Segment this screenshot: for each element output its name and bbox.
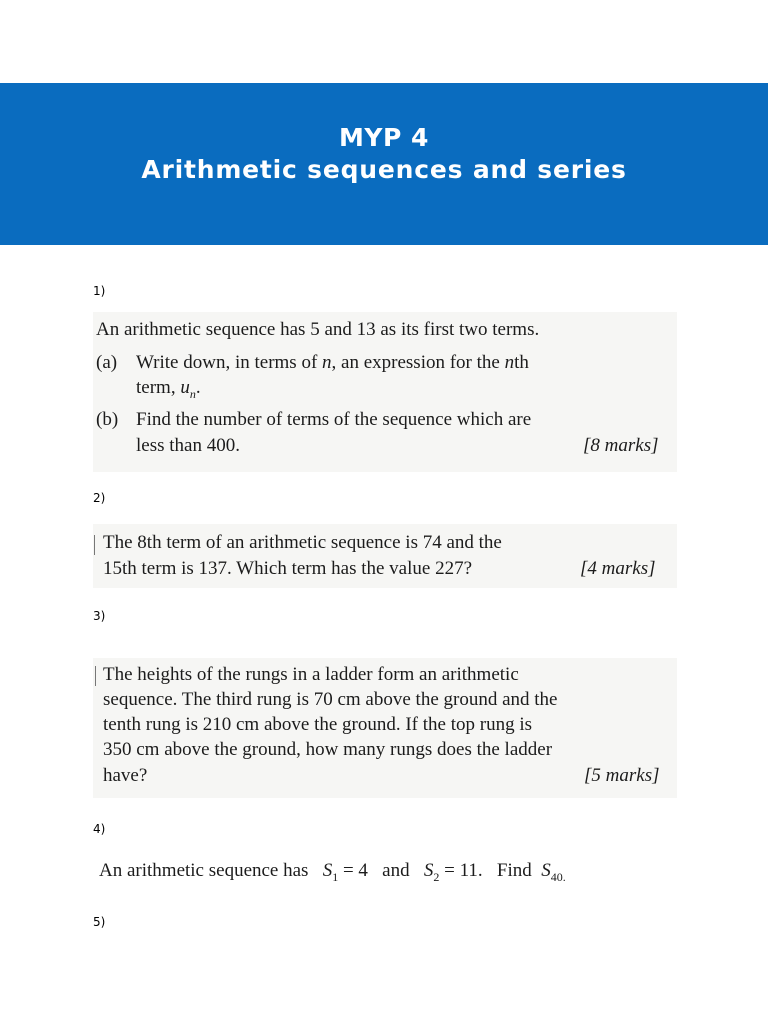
- q2-line2: 15th term is 137. Which term has the value 227?: [103, 558, 473, 579]
- q1-part-a-label: (a): [96, 352, 118, 373]
- q1-marks: [8 marks]: [583, 435, 659, 456]
- q1-part-a-line2: term, $u_n$.: [136, 377, 201, 401]
- q3-line4: 350 cm above the ground, how many rungs does the ladder: [103, 739, 553, 760]
- q1-part-b-label: (b): [96, 409, 119, 430]
- question-3-image: [93, 658, 677, 798]
- q4-text: An arithmetic sequence has $S_1 = 4$ and $S_2 = 11$. Find $S_{40.}$: [99, 860, 566, 884]
- q1-intro: An arithmetic sequence has 5 and 13 as its first two terms.: [96, 319, 540, 340]
- question-number-5: 5): [93, 915, 106, 929]
- question-number-1: 1): [93, 284, 106, 298]
- q3-marks: [5 marks]: [584, 765, 660, 786]
- q2-left-rule: [94, 535, 95, 555]
- q2-marks: [4 marks]: [580, 558, 656, 579]
- course-title: MYP 4: [339, 123, 429, 152]
- topic-title: Arithmetic sequences and series: [141, 155, 627, 184]
- question-number-3: 3): [93, 609, 106, 623]
- q1-part-b-line1: Find the number of terms of the sequence which are: [136, 409, 532, 430]
- q3-left-rule: [95, 666, 96, 686]
- question-4-image: [93, 852, 641, 892]
- q1-part-b-line2: less than 400.: [136, 435, 240, 456]
- title-banner: [0, 83, 768, 245]
- q3-line3: tenth rung is 210 cm above the ground. If the top rung is: [103, 714, 533, 735]
- q3-line2: sequence. The third rung is 70 cm above the ground and the: [103, 689, 558, 710]
- question-2-image: [93, 524, 677, 588]
- q2-line1: The 8th term of an arithmetic sequence is 74 and the: [103, 532, 502, 553]
- q3-line5: have?: [103, 765, 148, 786]
- question-number-4: 4): [93, 822, 106, 836]
- q1-part-a-line1: Write down, in terms of n, an expression for the nth: [136, 352, 529, 373]
- question-number-2: 2): [93, 491, 106, 505]
- q3-line1: The heights of the rungs in a ladder form an arithmetic: [103, 664, 519, 685]
- question-1-image: [93, 312, 677, 472]
